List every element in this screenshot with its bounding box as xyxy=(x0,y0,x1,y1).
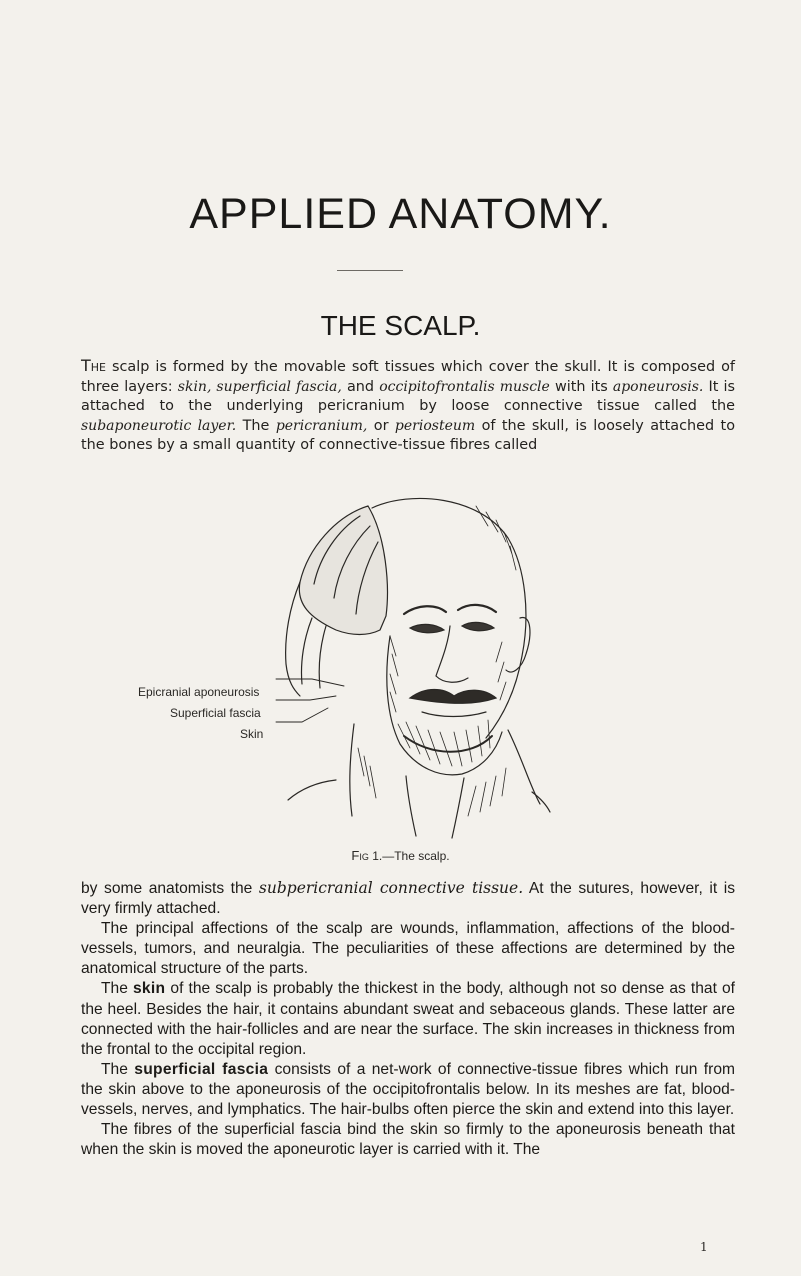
intro-emph-3: aponeurosis. xyxy=(612,378,704,395)
p1-text-1: by some anatomists the xyxy=(81,880,259,897)
paragraph-5: The fibres of the superficial fascia bind the skin so firmly to the aponeurosis beneath that when the skin is moved the aponeurotic layer is carried with it. The xyxy=(81,1121,735,1159)
figure-caption xyxy=(0,848,801,863)
nose xyxy=(436,626,468,682)
intro-text-1: scalp is formed by the movable soft tissues which cover the skull. It is composed of three layers: xyxy=(81,359,735,395)
caption-text: 1.—The scalp. xyxy=(368,849,450,863)
p4-text-1: The xyxy=(101,1060,135,1078)
neck-left xyxy=(350,724,354,816)
page-number: 1 xyxy=(700,1240,708,1254)
intro-emph-1: skin, superficial fascia, xyxy=(177,378,342,395)
leader-skin xyxy=(276,708,328,722)
neck-right xyxy=(508,730,540,804)
jaw xyxy=(387,636,502,775)
body-text xyxy=(81,878,735,1160)
paragraph-3 xyxy=(81,979,735,1059)
moustache xyxy=(410,690,496,704)
leader-fascia xyxy=(276,696,336,700)
intro-text-6: or xyxy=(367,417,395,434)
intro-text-3: with its xyxy=(549,378,613,395)
page-heading: APPLIED ANATOMY. xyxy=(189,190,612,238)
paragraph-1 xyxy=(81,878,735,919)
intro-text-5: The xyxy=(236,417,276,434)
intro-lead: The xyxy=(81,356,106,375)
paragraph-2: The principal affections of the scalp are wounds, inflammation, affections of the blood-vessels, tumors, and neuralgia. The peculiarities of these affections are determined by the anatomical structure of the parts. xyxy=(81,920,735,978)
p1-text-2: At the sutures, however, it is very firmly attached. xyxy=(81,880,735,918)
intro-emph-4: subaponeurotic layer. xyxy=(81,417,237,434)
intro-emph-2: occipitofrontalis muscle xyxy=(379,378,550,395)
ear xyxy=(506,618,530,672)
p1-emph: subpericranial connective tissue. xyxy=(258,879,524,897)
heading-rule xyxy=(337,270,403,271)
p3-term: skin xyxy=(132,980,166,998)
label-skin: Skin xyxy=(240,727,264,741)
intro-text-7: of the skull, is loosely attached to the bones by a small quantity of connective-tissue fibres called xyxy=(81,417,735,454)
section-title: THE SCALP. xyxy=(320,310,481,341)
paragraph-4 xyxy=(81,1060,735,1120)
leader-epicranial xyxy=(276,679,344,686)
p4-term: superficial fascia xyxy=(134,1060,269,1078)
intro-paragraph xyxy=(81,356,735,456)
intro-emph-5: pericranium, xyxy=(275,417,368,434)
scalp-illustration xyxy=(240,486,560,850)
p3-text-1: The xyxy=(101,980,133,998)
label-epicranial-aponeurosis: Epicranial aponeurosis xyxy=(138,685,260,699)
label-superficial-fascia: Superficial fascia xyxy=(170,706,261,720)
p4-text-2: consists of a net-work of connective-tissue fibres which run from the skin above to the aponeurosis of the occipitofrontalis below. In its meshes are fat, blood-vessels, nerves, and lymphatics. The hair-bulbs often pierce the skin and extend into this layer. xyxy=(81,1060,735,1119)
scalp-flap xyxy=(299,506,387,635)
intro-text-2: and xyxy=(341,378,380,395)
p3-text-2: of the scalp is probably the thickest in the body, although not so dense as that of the heel. Besides the hair, it contains abundant sweat and sebaceous glands. These latter are connected with the hair-follicles and are near the surface. The skin increases in thickness from the frontal to the occipital region. xyxy=(81,980,735,1058)
scalp-figure xyxy=(240,486,560,850)
intro-text-4: It is attached to the underlying pericranium by loose connective tissue called the xyxy=(81,378,735,415)
caption-prefix: Fig xyxy=(351,848,369,863)
intro-emph-6: periosteum xyxy=(394,417,476,434)
